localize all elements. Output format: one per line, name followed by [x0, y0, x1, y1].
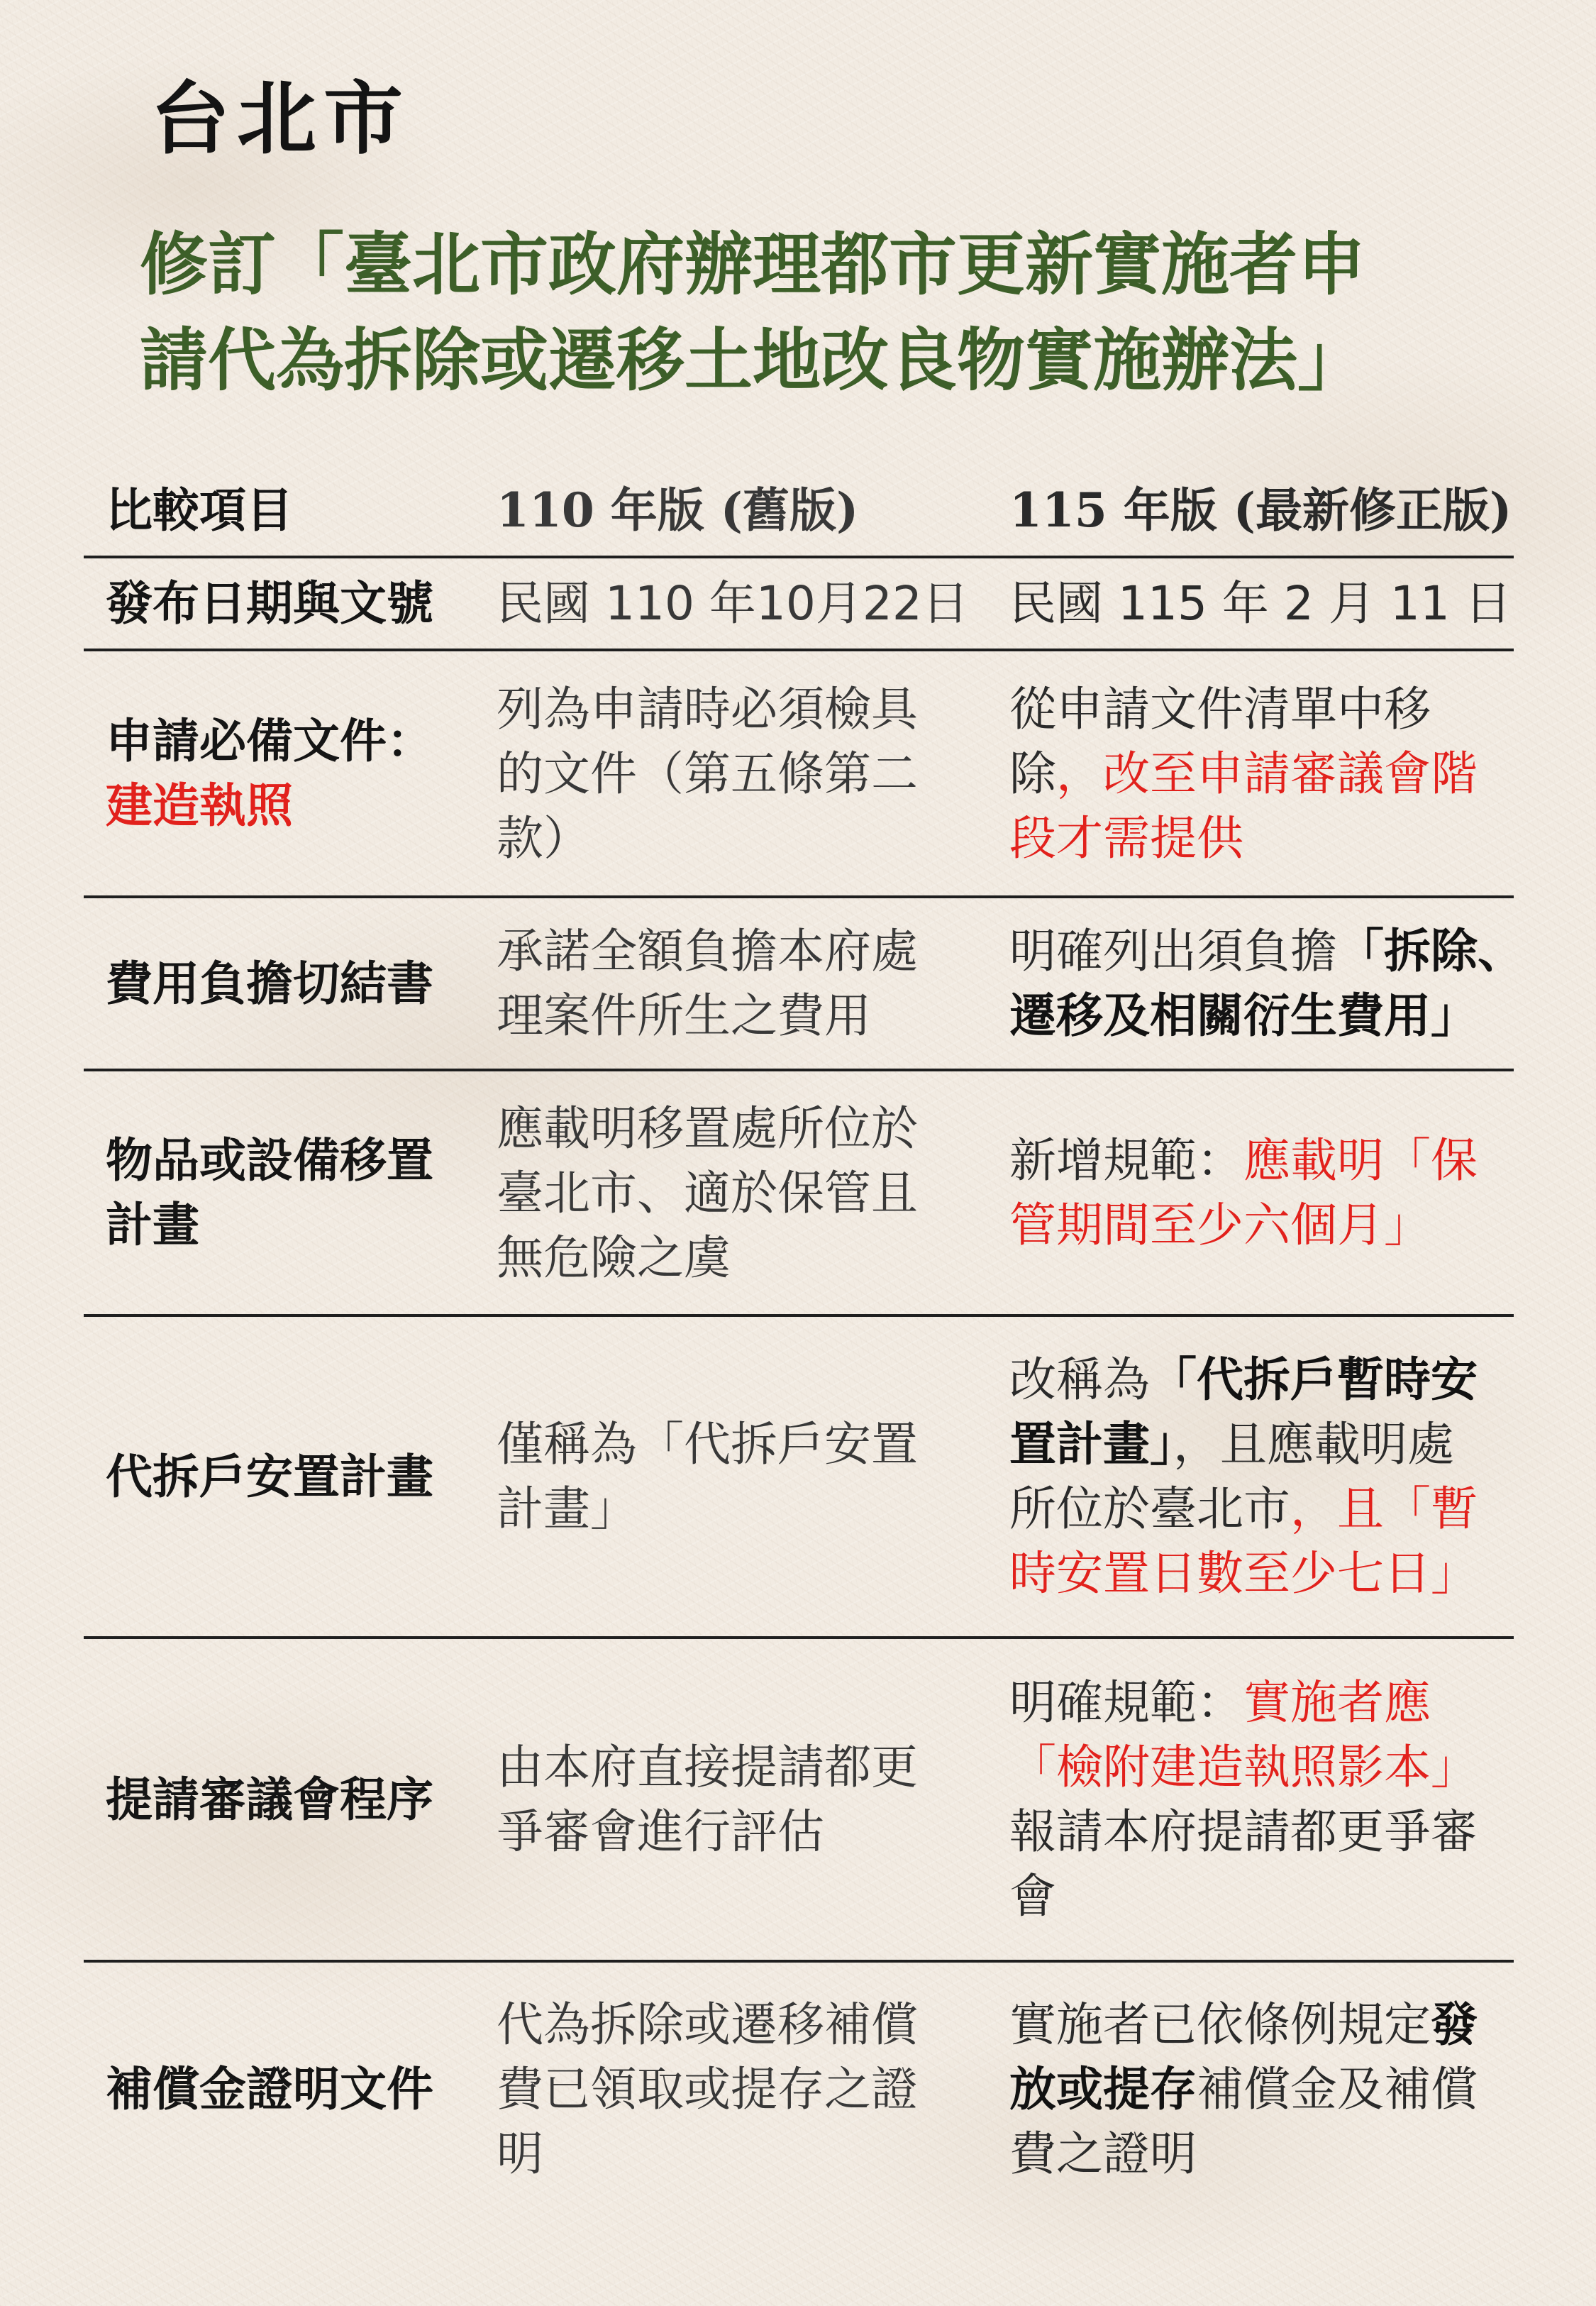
- cell-comparison-item: [106, 651, 489, 895]
- cell-new-version: [1009, 651, 1577, 895]
- text-line: [497, 2057, 993, 2122]
- cell-old-version: [497, 1317, 993, 1636]
- table-row: [84, 1636, 1514, 1960]
- text-line: [497, 919, 993, 983]
- text-segment: 報請本府提請都更爭審: [1009, 1804, 1478, 1859]
- text-line: [1009, 1193, 1577, 1257]
- text-line: [1009, 1799, 1577, 1864]
- text-segment: 費已領取或提存之證: [497, 2061, 918, 2117]
- text-segment: 僅稱為「代拆戶安置: [497, 1417, 918, 1472]
- highlighted-text: 應載明「保: [1243, 1133, 1478, 1188]
- text-segment: 計畫: [106, 1197, 199, 1252]
- text-segment: 明確列出須負擔: [1009, 924, 1337, 978]
- cell-new-version: [1009, 1071, 1577, 1314]
- cell-new-version: [1009, 898, 1577, 1069]
- cell-new-version: [1009, 1639, 1577, 1960]
- header-comparison-item: [106, 465, 489, 556]
- city-label: 台北市: [150, 72, 410, 165]
- text-line: [497, 677, 993, 741]
- text-line: [497, 2122, 993, 2186]
- text-line: [106, 951, 489, 1016]
- text-segment: 明: [497, 2126, 543, 2181]
- cell-old-version: [497, 1963, 993, 2215]
- page-title-line: 請代為拆除或遷移土地改良物實施辦法」: [140, 321, 1365, 400]
- text-line: [1009, 806, 1577, 871]
- text-line: [1009, 1541, 1577, 1606]
- cell-new-version: [1009, 1317, 1577, 1636]
- text-line: [106, 709, 489, 773]
- text-segment: 臺北市、適於保管且: [497, 1165, 918, 1220]
- text-line: [106, 2057, 489, 2122]
- text-segment: 發布日期與文號: [106, 575, 433, 631]
- bold-text: 「拆除、: [1337, 923, 1524, 978]
- text-segment: 理案件所生之費用: [497, 988, 871, 1043]
- text-segment: 計畫」: [497, 1482, 637, 1536]
- text-line: [1009, 1992, 1577, 2057]
- table-row: [84, 1314, 1514, 1636]
- bold-text: 「代拆戶暫時安: [1150, 1352, 1478, 1407]
- table-row: [84, 556, 1514, 649]
- column-header: 115 年版 (最新修正版): [1009, 482, 1512, 538]
- text-segment: 申請必備文件：: [106, 713, 433, 768]
- text-segment: 民國 115 年 2 月 11 日: [1009, 576, 1512, 631]
- text-line: [497, 1799, 993, 1864]
- text-segment: 無危險之虞: [497, 1230, 731, 1285]
- bold-text: 發: [1431, 1996, 1478, 2052]
- table-row: [84, 1960, 1514, 2215]
- text-line: [1009, 1128, 1577, 1193]
- cell-comparison-item: [106, 1071, 489, 1314]
- text-line: [106, 773, 489, 838]
- text-line: [497, 1412, 993, 1477]
- cell-new-version: [1009, 1963, 1577, 2215]
- column-header: 110 年版 (舊版): [497, 482, 859, 538]
- cell-comparison-item: [106, 898, 489, 1069]
- text-line: [1009, 2122, 1577, 2186]
- text-segment: 列為申請時必須檢具: [497, 681, 918, 737]
- text-line: [1009, 919, 1577, 983]
- text-line: [106, 1193, 489, 1257]
- table-row: [84, 895, 1524, 1069]
- bold-text: 置計畫」: [1009, 1416, 1173, 1472]
- text-segment: 款）: [497, 810, 590, 866]
- text-line: [497, 1477, 993, 1541]
- highlighted-text: 實施者應: [1243, 1675, 1431, 1730]
- text-segment: 明確規範：: [1009, 1675, 1243, 1730]
- cell-new-version: [1009, 558, 1577, 649]
- text-segment: 承諾全額負擔本府處: [497, 924, 918, 978]
- text-line: [1009, 741, 1577, 806]
- text-segment: 補償金證明文件: [106, 2060, 433, 2117]
- column-header: 比較項目: [106, 482, 293, 538]
- text-line: [1009, 1735, 1577, 1799]
- text-segment: 代為拆除或遷移補償: [497, 1997, 918, 2052]
- text-line: [497, 741, 993, 806]
- text-segment: 應載明移置處所位於: [497, 1100, 918, 1156]
- text-line: [1009, 2057, 1577, 2122]
- cell-comparison-item: [106, 558, 489, 649]
- highlighted-text: 段才需提供: [1009, 810, 1243, 866]
- text-line: [497, 571, 993, 636]
- cell-comparison-item: [106, 1639, 489, 1960]
- text-line: [1009, 1477, 1577, 1541]
- text-line: [1009, 571, 1577, 636]
- highlighted-text: 時安置日數至少七日」: [1009, 1546, 1478, 1601]
- text-segment: 新增規範：: [1009, 1133, 1243, 1188]
- text-segment: 會: [1009, 1869, 1056, 1924]
- cell-comparison-item: [106, 1963, 489, 2215]
- text-line: [497, 1161, 993, 1225]
- text-segment: 由本府直接提請都更: [497, 1740, 918, 1794]
- text-segment: 物品或設備移置: [106, 1132, 433, 1188]
- text-line: [497, 1992, 993, 2057]
- text-segment: 提請審議會程序: [106, 1771, 433, 1827]
- text-segment: 所位於臺北市: [1009, 1482, 1290, 1536]
- text-segment: ，且應載明處: [1173, 1417, 1454, 1472]
- text-line: [106, 1128, 489, 1193]
- text-line: [1009, 1347, 1577, 1412]
- cell-old-version: [497, 651, 993, 895]
- text-line: [1009, 1864, 1577, 1929]
- highlighted-text: ，改至申請審議會階: [1056, 746, 1478, 801]
- text-line: [106, 571, 489, 636]
- text-segment: 從申請文件清單中移: [1009, 681, 1431, 737]
- highlighted-text: 「檢附建造執照影本」: [1009, 1740, 1478, 1794]
- text-line: [1009, 1670, 1577, 1735]
- text-line: [497, 806, 993, 871]
- table-header-row: [84, 465, 1514, 556]
- text-segment: 補償金及補償: [1197, 2061, 1478, 2117]
- text-line: [1009, 983, 1577, 1048]
- text-segment: 費之證明: [1009, 2126, 1197, 2181]
- text-segment: 民國 110 年10月22日: [497, 576, 969, 631]
- text-segment: 改稱為: [1009, 1352, 1150, 1407]
- cell-old-version: [497, 898, 993, 1069]
- text-line: [497, 983, 993, 1048]
- text-line: [497, 1096, 993, 1161]
- comparison-table: [84, 465, 1524, 2215]
- header-new-version: [1009, 465, 1577, 556]
- table-row: [84, 1069, 1514, 1314]
- text-line: [1009, 1412, 1577, 1477]
- text-line: [106, 1445, 489, 1509]
- text-segment: 費用負擔切結書: [106, 955, 433, 1011]
- text-line: [106, 1767, 489, 1832]
- text-segment: 爭審會進行評估: [497, 1804, 824, 1859]
- page-title: [140, 217, 1365, 409]
- cell-old-version: [497, 558, 993, 649]
- text-line: [497, 1225, 993, 1290]
- text-segment: 的文件（第五條第二: [497, 746, 918, 801]
- text-segment: 除: [1009, 746, 1056, 801]
- table-row: [84, 649, 1514, 895]
- highlighted-text: 管期間至少六個月」: [1009, 1198, 1431, 1252]
- highlighted-text: ，且「暫: [1290, 1482, 1478, 1536]
- highlighted-text: 建造執照: [106, 778, 293, 833]
- text-line: [1009, 677, 1577, 741]
- header-old-version: [497, 465, 993, 556]
- bold-text: 遷移及相關衍生費用」: [1009, 988, 1478, 1043]
- cell-comparison-item: [106, 1317, 489, 1636]
- text-line: [497, 1735, 993, 1799]
- cell-old-version: [497, 1639, 993, 1960]
- cell-old-version: [497, 1071, 993, 1314]
- text-segment: 代拆戶安置計畫: [106, 1448, 433, 1504]
- text-segment: 實施者已依條例規定: [1009, 1997, 1431, 2052]
- bold-text: 放或提存: [1009, 2060, 1197, 2117]
- page-title-line: 修訂「臺北市政府辦理都市更新實施者申: [140, 225, 1365, 304]
